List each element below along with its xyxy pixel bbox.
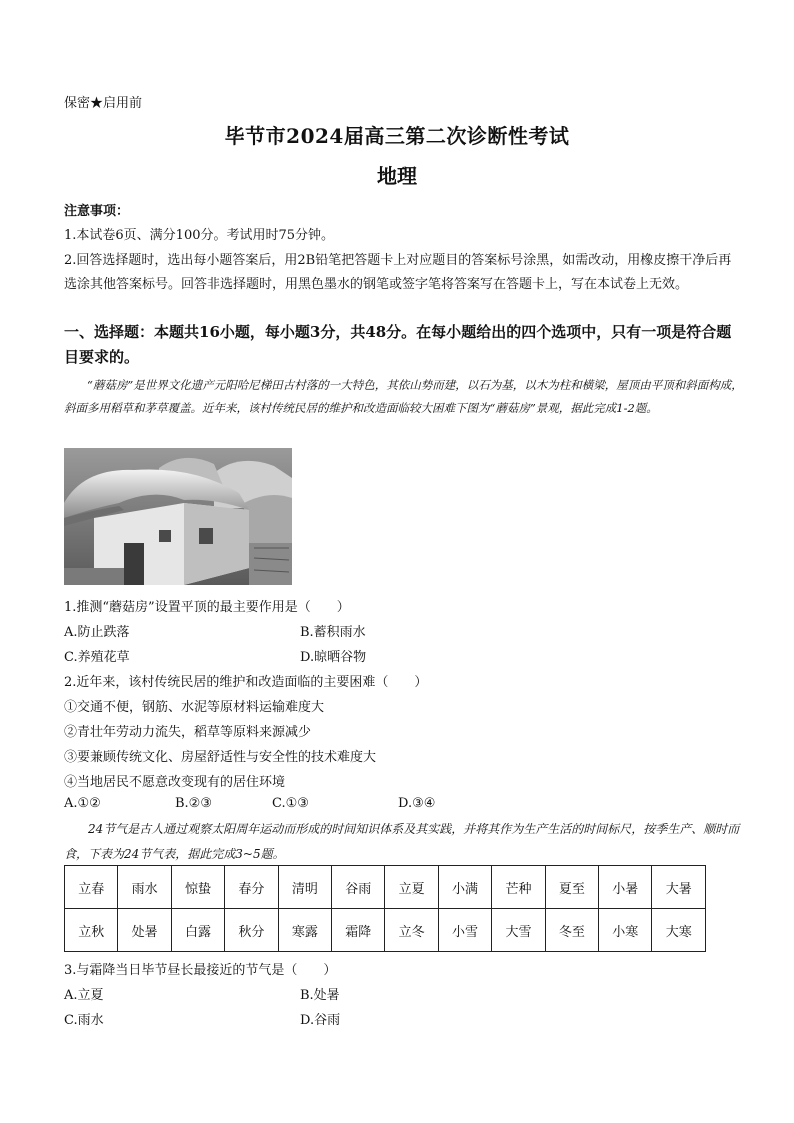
table-cell: 立春 <box>65 866 118 909</box>
table-row <box>65 866 706 909</box>
table-row <box>65 909 706 952</box>
q1-option-d: D.晾晒谷物 <box>300 650 367 665</box>
q3-option-a: A.立夏 <box>64 988 104 1003</box>
q3-option-c: C.雨水 <box>64 1013 104 1028</box>
q2-option-b: B.②③ <box>175 796 212 811</box>
table-cell: 惊蛰 <box>171 866 224 909</box>
table-cell: 处暑 <box>118 909 171 952</box>
q3-option-d: D.谷雨 <box>300 1013 341 1028</box>
confidential-label: 保密★启用前 <box>64 96 143 111</box>
q2-statement-2: ②青壮年劳动力流失，稻草等原料来源减少 <box>64 725 312 740</box>
table-cell: 小雪 <box>438 909 491 952</box>
table-cell: 寒露 <box>278 909 331 952</box>
table-cell: 立秋 <box>65 909 118 952</box>
q2-option-d: D.③④ <box>398 796 436 811</box>
table-cell: 小暑 <box>599 866 652 909</box>
q2-option-c: C.①③ <box>272 796 309 811</box>
table-cell: 小寒 <box>599 909 652 952</box>
passage-solar-terms: 24节气是古人通过观察太阳周年运动而形成的时间知识体系及其实践，并将其作为生产生活的时间标尺，按季生产、顺时而食，下表为24节气表，据此完成3~5题。 <box>64 822 740 861</box>
q2-statement-4: ④当地居民不愿意改变现有的居住环境 <box>64 775 286 790</box>
table-cell: 大寒 <box>652 909 706 952</box>
q2-statement-1: ①交通不便，钢筋、水泥等原材料运输难度大 <box>64 700 325 715</box>
mushroom-house-photo <box>64 448 292 585</box>
table-cell: 小满 <box>438 866 491 909</box>
q1-option-b: B.蓄积雨水 <box>300 625 366 640</box>
section-heading: 一、选择题：本题共16小题，每小题3分，共48分。在每小题给出的四个选项中，只有一项是符合题目要求的。 <box>64 323 732 366</box>
passage-mushroom-house: “蘑菇房”是世界文化遗产元阳哈尼梯田古村落的一大特色，其依山势而建，以石为基，以木为柱和横梁，屋顶由平顶和斜面构成，斜面多用稻草和茅草覆盖。近年来，该村传统民居的维护和改造面临较大困难下图为“蘑菇房”景观，据此完成1-2题。 <box>64 378 743 415</box>
table-cell: 清明 <box>278 866 331 909</box>
subject-title: 地理 <box>377 164 417 188</box>
q1-option-c: C.养殖花草 <box>64 650 130 665</box>
exam-title: 毕节市2024届高三第二次诊断性考试 <box>224 124 570 148</box>
table-cell: 霜降 <box>332 909 385 952</box>
table-cell: 谷雨 <box>332 866 385 909</box>
table-cell: 秋分 <box>225 909 278 952</box>
table-cell: 大暑 <box>652 866 706 909</box>
table-cell: 立冬 <box>385 909 438 952</box>
notice-heading: 注意事项： <box>64 204 130 219</box>
table-cell: 大雪 <box>492 909 545 952</box>
question-2-stem: 2.近年来，该村传统民居的维护和改造面临的主要困难（ ） <box>64 675 428 690</box>
table-cell: 夏至 <box>545 866 598 909</box>
table-cell: 冬至 <box>545 909 598 952</box>
q1-option-a: A.防止跌落 <box>64 625 130 640</box>
question-3-stem: 3.与霜降当日毕节昼长最接近的节气是（ ） <box>64 963 337 978</box>
table-cell: 立夏 <box>385 866 438 909</box>
notice-item-2: 2.回答选择题时，选出每小题答案后，用2B铅笔把答题卡上对应题目的答案标号涂黑，如需改动，用橡皮擦干净后再选涂其他答案标号。回答非选择题时，用黑色墨水的钢笔或签字笔将答案写在答题卡上，写在本试卷上无效。 <box>64 253 732 292</box>
solar-terms-table <box>64 865 706 952</box>
q2-statement-3: ③要兼顾传统文化、房屋舒适性与安全性的技术难度大 <box>64 750 377 765</box>
table-cell: 春分 <box>225 866 278 909</box>
q3-option-b: B.处暑 <box>300 988 340 1003</box>
table-cell: 白露 <box>171 909 224 952</box>
question-1-stem: 1.推测“蘑菇房”设置平顶的最主要作用是（ ） <box>64 600 350 615</box>
q2-option-a: A.①② <box>64 796 101 811</box>
notice-item-1: 1.本试卷6页、满分100分。考试用时75分钟。 <box>64 228 335 243</box>
table-cell: 雨水 <box>118 866 171 909</box>
table-cell: 芒种 <box>492 866 545 909</box>
